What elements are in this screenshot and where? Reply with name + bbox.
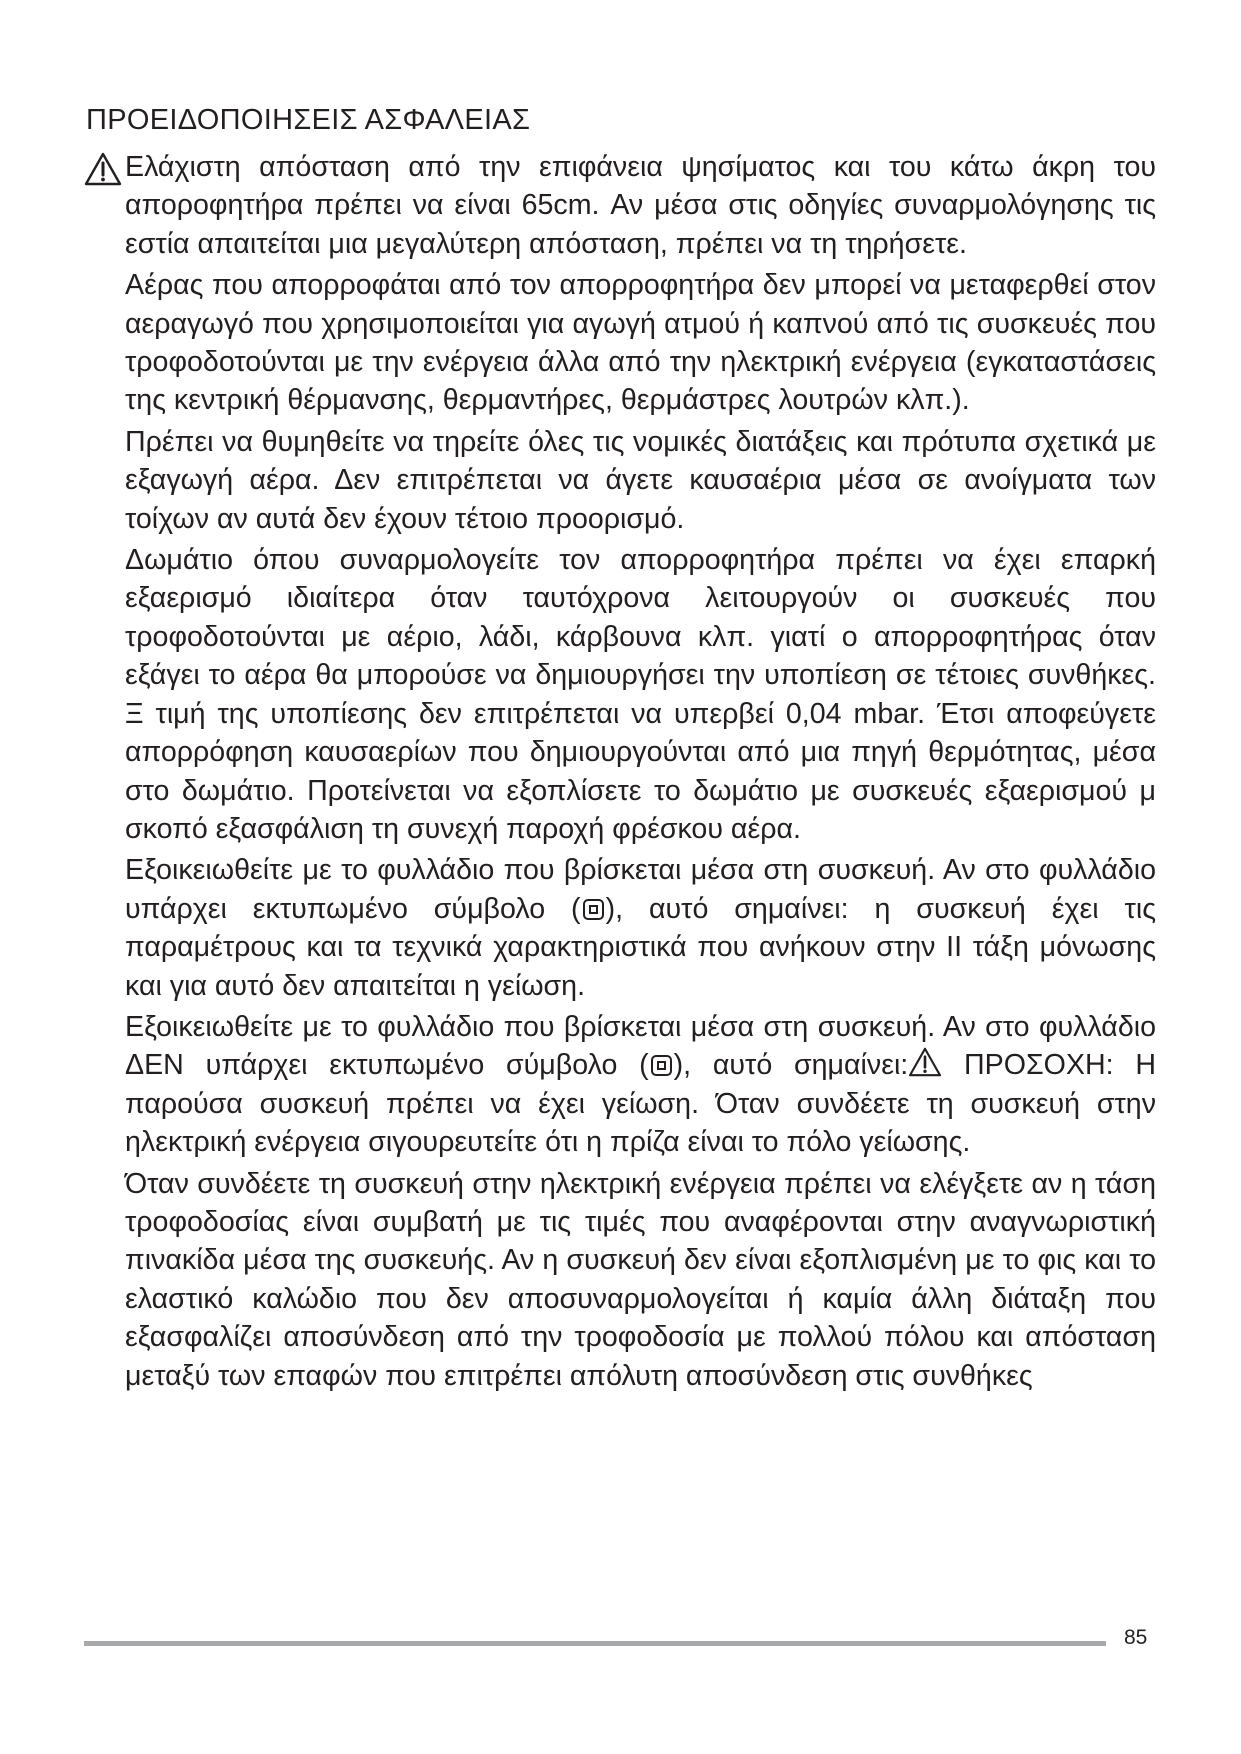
- page-number: 85: [1124, 1626, 1148, 1649]
- paragraph-class-two-insulation: [125, 851, 1156, 1005]
- double-square-icon: [583, 899, 604, 920]
- paragraph-grounding-required: [125, 1008, 1156, 1162]
- paragraph-room-ventilation: Δωμάτιο όπου συναρμολογείτε τον απορροφητήρα πρέπει να έχει επαρκή εξαερισμό ιδιαίτερα όταν ταυτόχρονα λειτουργούν οι συσκευές που τροφοδοτούνται με αέριο, λάδι, κάρβουνα κλπ. γιατί ο απορροφητήρας όταν εξάγει το αέρα θα μπορούσε να δημιουργήσει την υποπίεση σε τέτοιες συνθήκες. Ξ τιμή της υποπίεσης δεν επιτρέπεται να υπερβεί 0,04 mbar. Έτσι αποφεύγετε απορρόφηση καυσαερίων που δημιουργούνται από μια πηγή θερμότητας, μέσα στο δωμάτιο. Προτείνεται να εξοπλίσετε το δωμάτιο με συσκευές εξαερισμού μ σκοπό εξασφάλιση τη συνεχή παροχή φρέσκου αέρα.: [125, 544, 1156, 845]
- paragraph-legal-provisions: Πρέπει να θυμηθείτε να τηρείτε όλες τις νομικές διατάξεις και πρότυπα σχετικά με εξαγωγή αέρα. Δεν επιτρέπεται να άγετε καυσαέρια μέσα σε ανοίγματα των τοίχων αν αυτά δεν έχουν τέτοιο προορισμό.: [125, 425, 1156, 535]
- paragraph-air-extraction: Αέρας που απορροφάται από τον απορροφητήρα δεν μπορεί να μεταφερθεί στον αεραγωγό που χρησιμοποιείται για αγωγή ατμού ή καπνού από τις συσκευές που τροφοδοτούνται με την ενέργεια άλλα από την ηλεκτρική ενέργεια (εγκαταστάσεις της κεντρική θέρμανσης, θερμαντήρες, θερμάστρες λουτρών κλπ.).: [125, 269, 1156, 417]
- warnings-body: [125, 148, 1156, 1395]
- paragraph-text: Εξοικειωθείτε με το φυλλάδιο που βρίσκεται μέσα στη συσκευή. Αν στο φυλλάδιο ΔΕΝ υπάρχει εκτυπωμένο σύμβολο (: [125, 1010, 1156, 1082]
- warning-triangle-icon: [84, 152, 122, 186]
- warning-triangle-icon: [908, 1047, 942, 1077]
- paragraph-voltage-check: Όταν συνδέετε τη συσκευή στην ηλεκτρική ενέργεια πρέπει να ελέγξετε αν η τάση τροφοδοσίας είναι συμβατή με τις τιμές που αναφέρονται στην αναγνωριστική πινακίδα μέσα της συσκευής. Αν η συσκευή δεν είναι εξοπλισμένη με το φις και το ελαστικό καλώδιο που δεν αποσυναρμολογείται ή καμία άλλη διάταξη που εξασφαλίζει αποσύνδεση από την τροφοδοσία με πολλού πόλου και απόσταση μεταξύ των επαφών που επιτρέπει απόλυτη αποσύνδεση στις συνθήκες: [125, 1167, 1156, 1392]
- paragraph-text: ), αυτό σημαίνει:: [673, 1049, 909, 1082]
- double-square-icon: [651, 1055, 672, 1076]
- paragraph-text: Εξοικειωθείτε με το φυλλάδιο που βρίσκεται μέσα στη συσκευή. Αν στο φυλλάδιο υπάρχει εκτυπωμένο σύμβολο (: [125, 854, 1156, 925]
- footer-rule: [84, 1641, 1106, 1646]
- section-title: ΠΡΟΕΙΔΟΠΟΙΗΣΕΙΣ ΑΣΦΑΛΕΙΑΣ: [86, 104, 531, 136]
- paragraph-text: ΠΡΟΣΟΧΗ: Η παρούσα συσκευή πρέπει να έχει γείωση. Όταν συνδέετε τη συσκευή στην ηλεκτρική ενέργεια σιγουρευτείτε ότι η πρίζα είναι το πόλο γείωσης.: [125, 1049, 1156, 1159]
- paragraph-min-distance: Ελάχιστη απόσταση από την επιφάνεια ψησίματος και του κάτω άκρη του αποροφητήρα πρέπει να είναι 65cm. Αν μέσα στις οδηγίες συναρμολόγησης τις εστία απαιτείται μια μεγαλύτερη απόσταση, πρέπει να τη τηρήσετε.: [125, 151, 1156, 260]
- paragraph-text: ), αυτό σημαίνει: η συσκευή έχει τις παραμέτρους και τα τεχνικά χαρακτηριστικά που ανήκουν στην II τάξη μόνωσης και για αυτό δεν απαιτείται η γείωση.: [125, 892, 1156, 1002]
